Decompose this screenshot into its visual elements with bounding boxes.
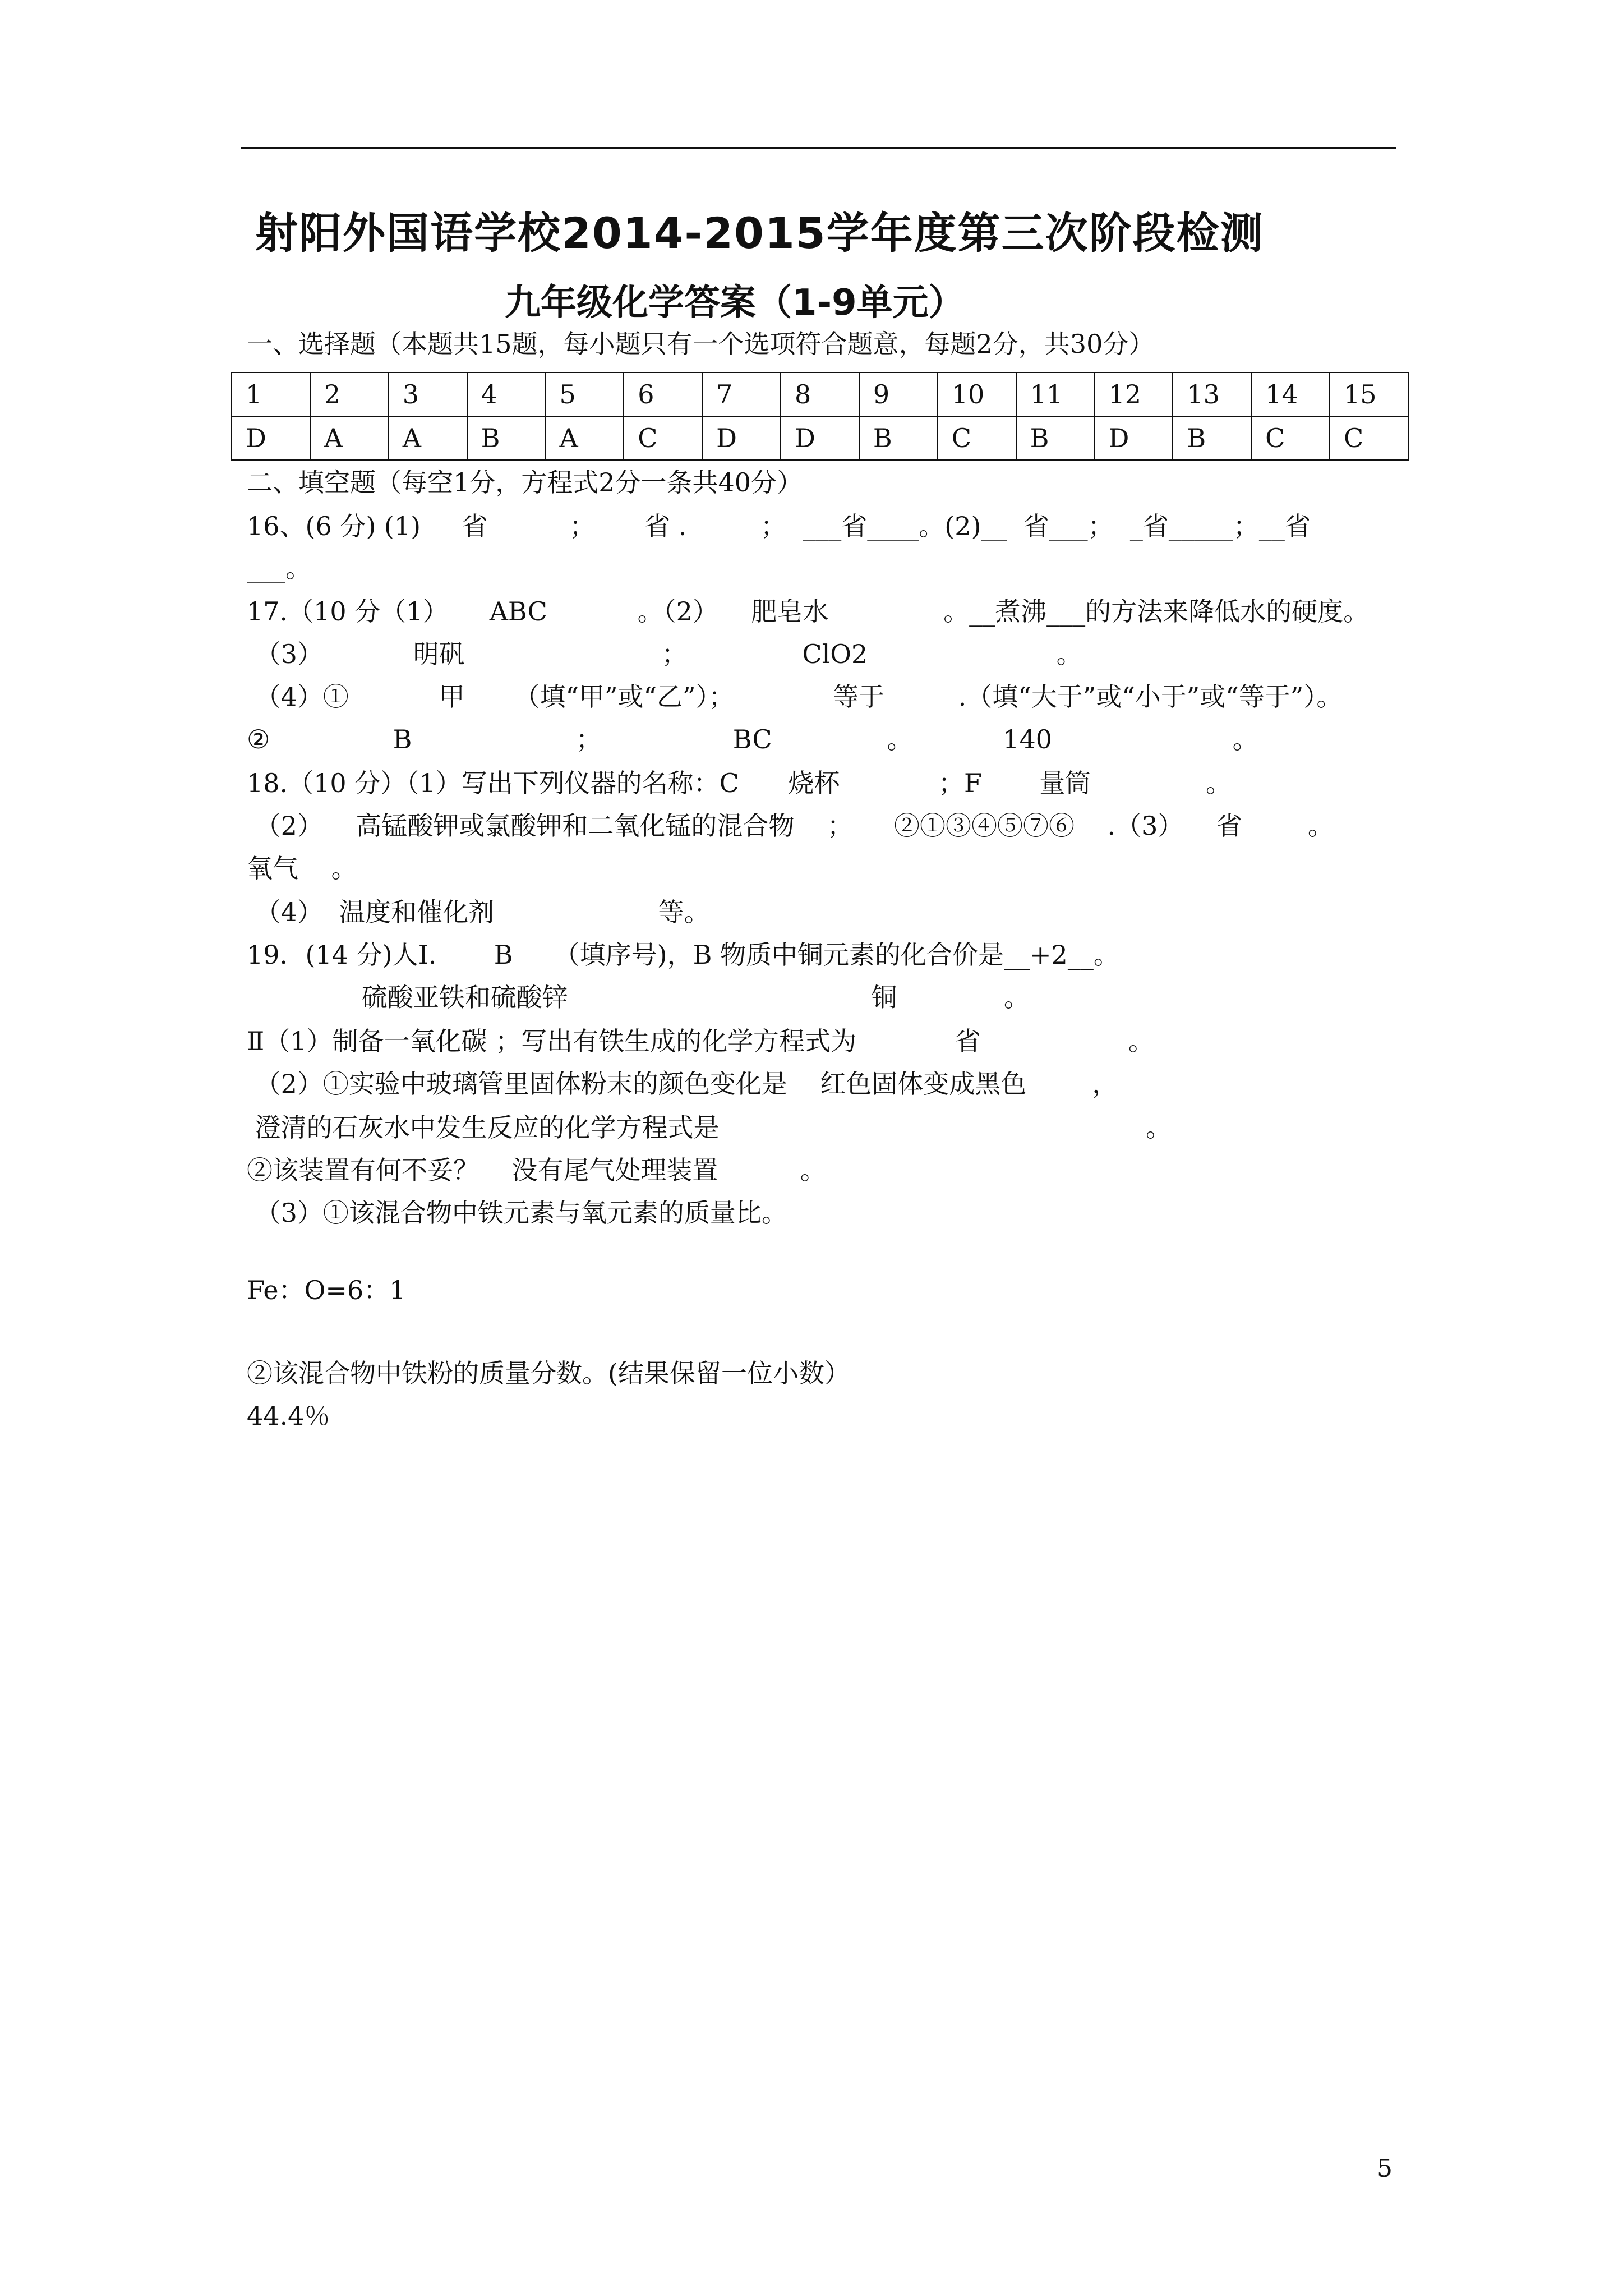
answer-cell: C xyxy=(938,416,1016,460)
answer-cell: B xyxy=(859,416,938,460)
answer-cell: D xyxy=(781,416,859,460)
question-number: 12 xyxy=(1094,372,1173,416)
answer-line-q17: 17.（10 分（1） ABC 。（2） 肥皂水 。__煮沸___的方法来降低水的硬度。 xyxy=(247,596,1370,627)
question-number: 8 xyxy=(781,372,859,416)
answer-cell: D xyxy=(1094,416,1173,460)
question-number: 14 xyxy=(1251,372,1330,416)
question-number: 10 xyxy=(938,372,1016,416)
answer-table xyxy=(231,372,1409,461)
question-number: 2 xyxy=(310,372,389,416)
page-number: 5 xyxy=(1377,2154,1393,2183)
section1-heading: 一、选择题（本题共15题，每小题只有一个选项符合题意，每题2分，共30分） xyxy=(247,329,1155,359)
answer-cell: C xyxy=(624,416,702,460)
answer-line-q17-4b: ② B ； BC 。 140 。 xyxy=(247,724,1258,754)
question-number: 6 xyxy=(624,372,702,416)
question-number: 7 xyxy=(702,372,781,416)
answer-cell: D xyxy=(232,416,310,460)
header-rule xyxy=(241,147,1396,149)
answer-line-percentage: 44.4％ xyxy=(247,1401,330,1431)
answer-cell: B xyxy=(1016,416,1095,460)
answer-line-q17-4: （4）① 甲 （填“甲”或“乙”）； 等于 .（填“大于”或“小于”或“等于”）。 xyxy=(247,682,1343,712)
question-number: 15 xyxy=(1330,372,1408,416)
document-subtitle: 九年级化学答案（1-9单元） xyxy=(505,282,965,324)
answer-line-q19-ii-3: （3）①该混合物中铁元素与氧元素的质量比。 xyxy=(247,1198,787,1228)
answer-line-q17-3: （3） 明矾 ； ClO2 。 xyxy=(247,639,1082,669)
question-number: 1 xyxy=(232,372,310,416)
answer-line-q16-cont: ___。 xyxy=(247,553,311,583)
answer-line-q19-ii-3b: ②该混合物中铁粉的质量分数。(结果保留一位小数） xyxy=(247,1358,850,1388)
section2-heading: 二、填空题（每空1分，方程式2分一条共40分） xyxy=(247,467,803,498)
answer-cell: C xyxy=(1251,416,1330,460)
answer-line-q18-2: （2） 高锰酸钾或氯酸钾和二氧化锰的混合物 ； ②①③④⑤⑦⑥ .（3） 省 。 xyxy=(247,811,1334,841)
answer-line-q19-ii-2c: ②该装置有何不妥？ 没有尾气处理装置 。 xyxy=(247,1155,826,1185)
answer-line-mass-ratio: Fe：O=6：1 xyxy=(247,1275,406,1305)
answer-cell: A xyxy=(310,416,389,460)
answer-line-q19-ii-2: （2）①实验中玻璃管里固体粉末的颜色变化是 红色固体变成黑色 ， xyxy=(247,1069,1118,1099)
question-number: 4 xyxy=(467,372,546,416)
question-number: 3 xyxy=(389,372,467,416)
answer-line-q18-2-cont: 氧气 。 xyxy=(247,853,357,884)
answer-table-number-row xyxy=(232,372,1408,416)
answer-table-answer-row xyxy=(232,416,1408,460)
question-number: 13 xyxy=(1173,372,1251,416)
answer-line-q19-ii-2b: 澄清的石灰水中发生反应的化学方程式是 。 xyxy=(247,1112,1172,1143)
question-number: 11 xyxy=(1016,372,1095,416)
document-title: 射阳外国语学校2014-2015学年度第三次阶段检测 xyxy=(255,208,1264,258)
answer-line-q18-4: （4） 温度和催化剂 等。 xyxy=(247,897,710,927)
answer-line-q19-ii-1: Ⅱ（1）制备一氧化碳 ；写出有铁生成的化学方程式为 省 。 xyxy=(247,1026,1154,1056)
answer-cell: C xyxy=(1330,416,1408,460)
answer-cell: A xyxy=(545,416,624,460)
answer-line-q19-cont: 硫酸亚铁和硫酸锌 铜 。 xyxy=(247,982,1030,1013)
answer-cell: D xyxy=(702,416,781,460)
answer-cell: B xyxy=(467,416,546,460)
answer-line-q16: 16、(6 分) (1) 省 ； 省 . ； ___省____。(2)__ 省___； _省_____；__省 xyxy=(247,511,1311,541)
answer-cell: A xyxy=(389,416,467,460)
answer-cell: B xyxy=(1173,416,1251,460)
answer-line-q18: 18.（10 分）（1）写出下列仪器的名称：C 烧杯 ；F 量筒 。 xyxy=(247,768,1232,798)
answer-line-q19: 19．(14 分)人Ⅰ. B （填序号)，B 物质中铜元素的化合价是__+2__。 xyxy=(247,940,1119,970)
question-number: 5 xyxy=(545,372,624,416)
question-number: 9 xyxy=(859,372,938,416)
